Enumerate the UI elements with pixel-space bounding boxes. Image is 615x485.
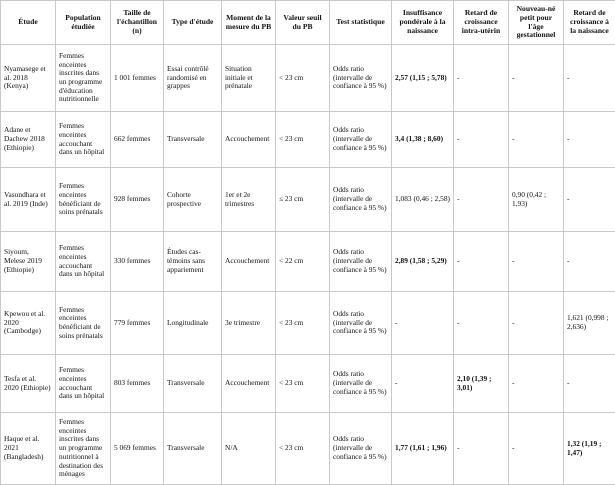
cell-lbw: 1,77 (1,61 ; 1,96) <box>392 413 454 485</box>
cell-timing: Accouchement <box>222 232 276 292</box>
cell-sga: - <box>509 355 564 413</box>
cell-lbw: 3,4 (1,38 ; 8,60) <box>392 112 454 168</box>
cell-sample: 5 069 femmes <box>111 413 164 485</box>
cell-sample: 662 femmes <box>111 112 164 168</box>
cell-iugr: - <box>454 45 509 112</box>
cell-cutoff: ≤ 23 cm <box>276 168 330 232</box>
cell-test: Odds ratio (intervalle de confiance à 95 %) <box>330 45 392 112</box>
cell-design: Cohorte prospective <box>164 168 222 232</box>
table-row <box>1 168 615 232</box>
cell-iugr: 2,10 (1,39 ; 3,01) <box>454 355 509 413</box>
cell-population: Femmes enceintes inscrites dans un programme nutritionnel à destination des ménages <box>56 413 111 485</box>
cell-study: Vasundhara et al. 2019 (Inde) <box>1 168 56 232</box>
cell-cutoff: < 23 cm <box>276 292 330 355</box>
cell-stunting: 1,32 (1,19 ; 1,47) <box>564 413 615 485</box>
cell-lbw: 2,57 (1,15 ; 5,78) <box>392 45 454 112</box>
cell-design: Transversale <box>164 112 222 168</box>
header-statistical-test: Test statistique <box>330 1 392 45</box>
cell-study: Adane et Dachew 2018 (Ethiopie) <box>1 112 56 168</box>
header-iugr: Retard de croissance intra-utérin <box>454 1 509 45</box>
cell-design: Transversale <box>164 413 222 485</box>
cell-iugr: - <box>454 413 509 485</box>
cell-lbw: - <box>392 292 454 355</box>
cell-sga: - <box>509 112 564 168</box>
cell-iugr: - <box>454 232 509 292</box>
cell-design: Transversale <box>164 355 222 413</box>
table-row <box>1 413 615 485</box>
cell-cutoff: < 22 cm <box>276 232 330 292</box>
cell-sga: - <box>509 413 564 485</box>
cell-stunting: - <box>564 355 615 413</box>
cell-study: Nyamasege et al. 2018 (Kenya) <box>1 45 56 112</box>
cell-population: Femmes enceintes inscrites dans un programme d'éducation nutritionnelle <box>56 45 111 112</box>
header-cutoff: Valeur seuil du PB <box>276 1 330 45</box>
header-measure-timing: Moment de la mesure du PB <box>222 1 276 45</box>
header-stunting-at-birth: Retard de croissance à la naissance <box>564 1 615 45</box>
cell-test: Odds ratio (intervalle de confiance à 95 %) <box>330 292 392 355</box>
cell-sga: - <box>509 45 564 112</box>
cell-population: Femmes enceintes bénéficiant de soins prénatals <box>56 168 111 232</box>
table-row <box>1 45 615 112</box>
cell-study: Haque et al. 2021 (Bangladesh) <box>1 413 56 485</box>
cell-design: Longitudinale <box>164 292 222 355</box>
cell-stunting: - <box>564 232 615 292</box>
cell-sample: 779 femmes <box>111 292 164 355</box>
cell-lbw: 1,083 (0,46 ; 2,58) <box>392 168 454 232</box>
cell-iugr: - <box>454 168 509 232</box>
cell-test: Odds ratio (intervalle de confiance à 95 %) <box>330 112 392 168</box>
table-row <box>1 112 615 168</box>
cell-timing: 1er et 2e trimestres <box>222 168 276 232</box>
cell-test: Odds ratio (intervalle de confiance à 95 %) <box>330 413 392 485</box>
cell-lbw: - <box>392 355 454 413</box>
cell-stunting: - <box>564 112 615 168</box>
cell-cutoff: < 23 cm <box>276 355 330 413</box>
cell-sample: 1 001 femmes <box>111 45 164 112</box>
cell-cutoff: < 23 cm <box>276 45 330 112</box>
cell-sample: 803 femmes <box>111 355 164 413</box>
header-row <box>1 1 615 45</box>
cell-study: Tesfa et al. 2020 (Ethiopie) <box>1 355 56 413</box>
cell-population: Femmes enceintes bénéficiant de soins prénatals <box>56 292 111 355</box>
cell-cutoff: < 23 cm <box>276 413 330 485</box>
cell-population: Femmes enceintes accouchant dans un hôpital <box>56 232 111 292</box>
cell-timing: Situation initiale et prénatale <box>222 45 276 112</box>
header-low-birth-weight: Insuffisance pondérale à la naissance <box>392 1 454 45</box>
cell-study: Siyoum, Melese 2019 (Ethiopie) <box>1 232 56 292</box>
table-row <box>1 232 615 292</box>
cell-sga: - <box>509 232 564 292</box>
cell-test: Odds ratio (intervalle de confiance à 95 %) <box>330 355 392 413</box>
cell-stunting: 1,621 (0,998 ; 2,636) <box>564 292 615 355</box>
cell-test: Odds ratio (intervalle de confiance à 95 %) <box>330 232 392 292</box>
cell-timing: N/A <box>222 413 276 485</box>
cell-iugr: - <box>454 112 509 168</box>
header-study: Étude <box>1 1 56 45</box>
cell-design: Études cas-témoins sans appariement <box>164 232 222 292</box>
header-population: Population étudiée <box>56 1 111 45</box>
header-study-type: Type d'étude <box>164 1 222 45</box>
cell-test: Odds ratio (intervalle de confiance à 95 %) <box>330 168 392 232</box>
cell-study: Kpewou et al. 2020 (Cambodge) <box>1 292 56 355</box>
table-row <box>1 292 615 355</box>
cell-sample: 330 femmes <box>111 232 164 292</box>
cell-population: Femmes enceintes accouchant dans un hôpital <box>56 355 111 413</box>
cell-sga: 0,90 (0,42 ; 1,93) <box>509 168 564 232</box>
cell-lbw: 2,89 (1,58 ; 5,29) <box>392 232 454 292</box>
header-sga: Nouveau-né petit pour l'âge gestationnel <box>509 1 564 45</box>
cell-timing: 3e trimestre <box>222 292 276 355</box>
cell-population: Femmes enceintes accouchant dans un hôpital <box>56 112 111 168</box>
header-sample-size: Taille de l'échantillon (n) <box>111 1 164 45</box>
cell-timing: Accouchement <box>222 112 276 168</box>
cell-sga: - <box>509 292 564 355</box>
cell-sample: 928 femmes <box>111 168 164 232</box>
cell-cutoff: < 23 cm <box>276 112 330 168</box>
cell-iugr: - <box>454 292 509 355</box>
cell-timing: Accouchement <box>222 355 276 413</box>
table-row <box>1 355 615 413</box>
cell-stunting: - <box>564 45 615 112</box>
cell-design: Essai contrôlé randomisé en grappes <box>164 45 222 112</box>
cell-stunting: - <box>564 168 615 232</box>
